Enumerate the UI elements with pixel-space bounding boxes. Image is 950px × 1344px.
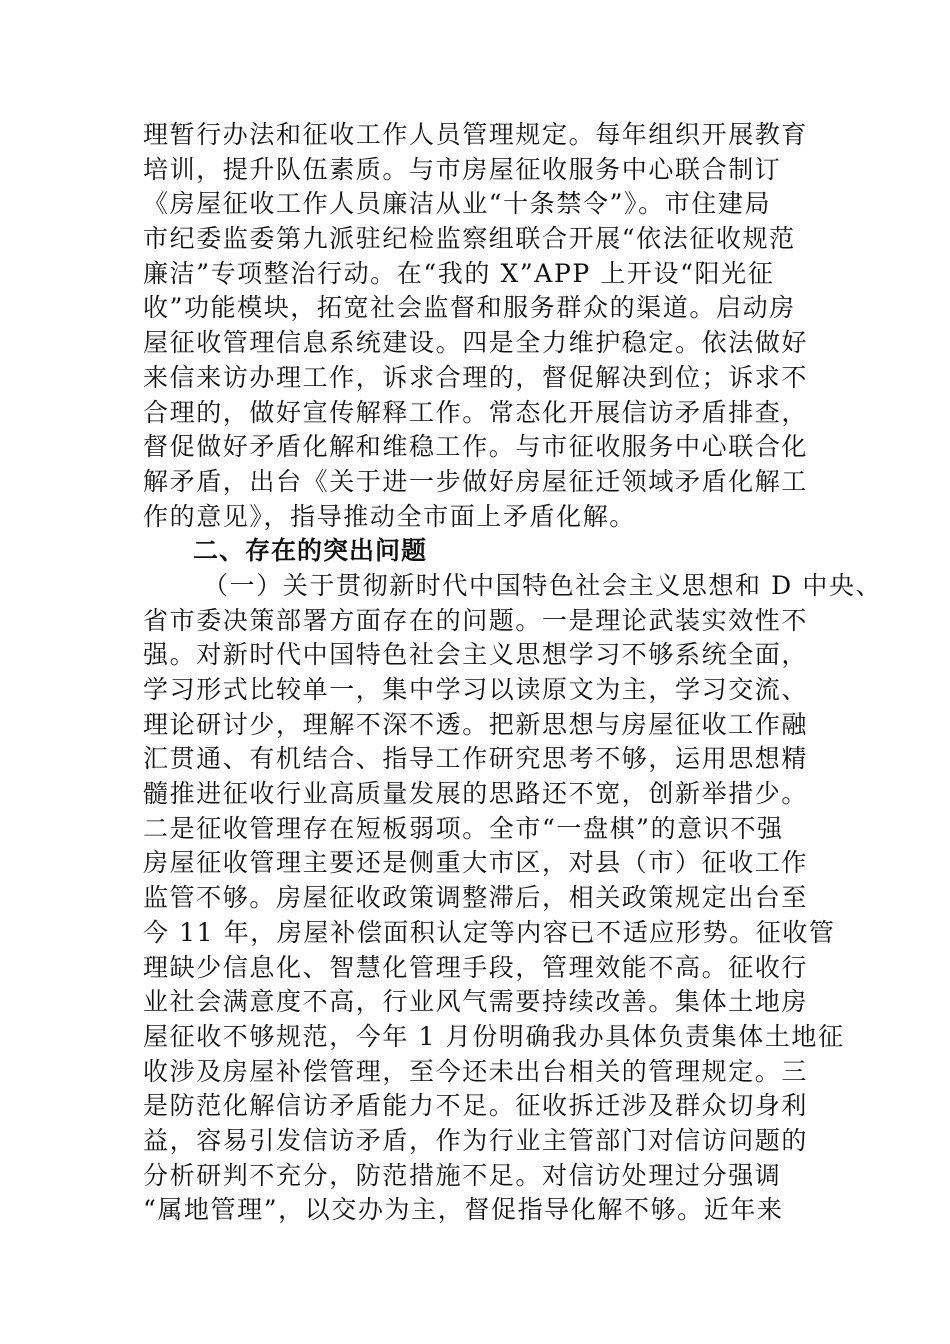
text-line: 髓推进征收行业高质量发展的思路还不宽，创新举措少。 xyxy=(143,779,809,809)
text-line: 监管不够。房屋征收政策调整滞后，相关政策规定出台至 xyxy=(143,883,809,913)
text-line: 培训，提升队伍素质。与市房屋征收服务中心联合制订 xyxy=(143,154,782,184)
document-body xyxy=(143,118,883,1228)
text-line: 业社会满意度不高，行业风气需要持续改善。集体土地房 xyxy=(143,987,809,1017)
text-line: 汇贯通、有机结合、指导工作研究思考不够，运用思想精 xyxy=(143,744,809,774)
text-line: 理论研讨少，理解不深不透。把新思想与房屋征收工作融 xyxy=(143,709,809,739)
paragraph-first-line: （一）关于贯彻新时代中国特色社会主义思想和 D 中央、 xyxy=(203,570,883,600)
text-line: 解矛盾，出台《关于进一步做好房屋征迁领域矛盾化解工 xyxy=(143,466,809,496)
text-line: 省市委决策部署方面存在的问题。一是理论武装实效性不 xyxy=(143,605,809,635)
text-line: 来信来访办理工作，诉求合理的，督促解决到位；诉求不 xyxy=(143,362,809,392)
text-line: 今 11 年，房屋补偿面积认定等内容已不适应形势。征收管 xyxy=(143,917,836,947)
text-line: 合理的，做好宣传解释工作。常态化开展信访矛盾排查， xyxy=(143,397,809,427)
text-line: 作的意见》，指导推动全市面上矛盾化解。 xyxy=(143,501,636,531)
text-line: 理暂行办法和征收工作人员管理规定。每年组织开展教育 xyxy=(143,120,809,149)
text-line: 理缺少信息化、智慧化管理手段，管理效能不高。征收行 xyxy=(143,952,809,982)
text-line: 《房屋征收工作人员廉洁从业“十条禁令”》。市住建局 xyxy=(143,189,772,219)
text-line: 是防范化解信访矛盾能力不足。征收拆迁涉及群众切身利 xyxy=(143,1091,809,1121)
text-line: 房屋征收管理主要还是侧重大市区，对县（市）征收工作 xyxy=(143,848,809,878)
text-line: 屋征收不够规范，今年 1 月份明确我办具体负责集体土地征 xyxy=(143,1021,845,1051)
text-line: 益，容易引发信访矛盾，作为行业主管部门对信访问题的 xyxy=(143,1125,809,1155)
text-line: 收涉及房屋补偿管理，至今还未出台相关的管理规定。三 xyxy=(143,1056,809,1086)
section-heading: 二、存在的突出问题 xyxy=(193,536,428,566)
text-line: 学习形式比较单一，集中学习以读原文为主，学习交流、 xyxy=(143,675,809,704)
text-line: 强。对新时代中国特色社会主义思想学习不够系统全面， xyxy=(143,640,809,670)
text-line: 市纪委监委第九派驻纪检监察组联合开展“依法征收规范 xyxy=(143,224,796,254)
text-line: 屋征收管理信息系统建设。四是全力维护稳定。依法做好 xyxy=(143,328,809,358)
text-line: 分析研判不充分，防范措施不足。对信访处理过分强调 xyxy=(143,1160,782,1190)
text-line: 二是征收管理存在短板弱项。全市“一盘棋”的意识不强 xyxy=(143,813,784,843)
text-line: 廉洁”专项整治行动。在“我的 X”APP 上开设“阳光征 xyxy=(143,258,775,288)
text-line: 督促做好矛盾化解和维稳工作。与市征收服务中心联合化 xyxy=(143,432,809,462)
text-line: 收”功能模块，拓宽社会监督和服务群众的渠道。启动房 xyxy=(143,293,796,323)
text-line: “属地管理”，以交办为主，督促指导化解不够。近年来 xyxy=(143,1195,784,1225)
